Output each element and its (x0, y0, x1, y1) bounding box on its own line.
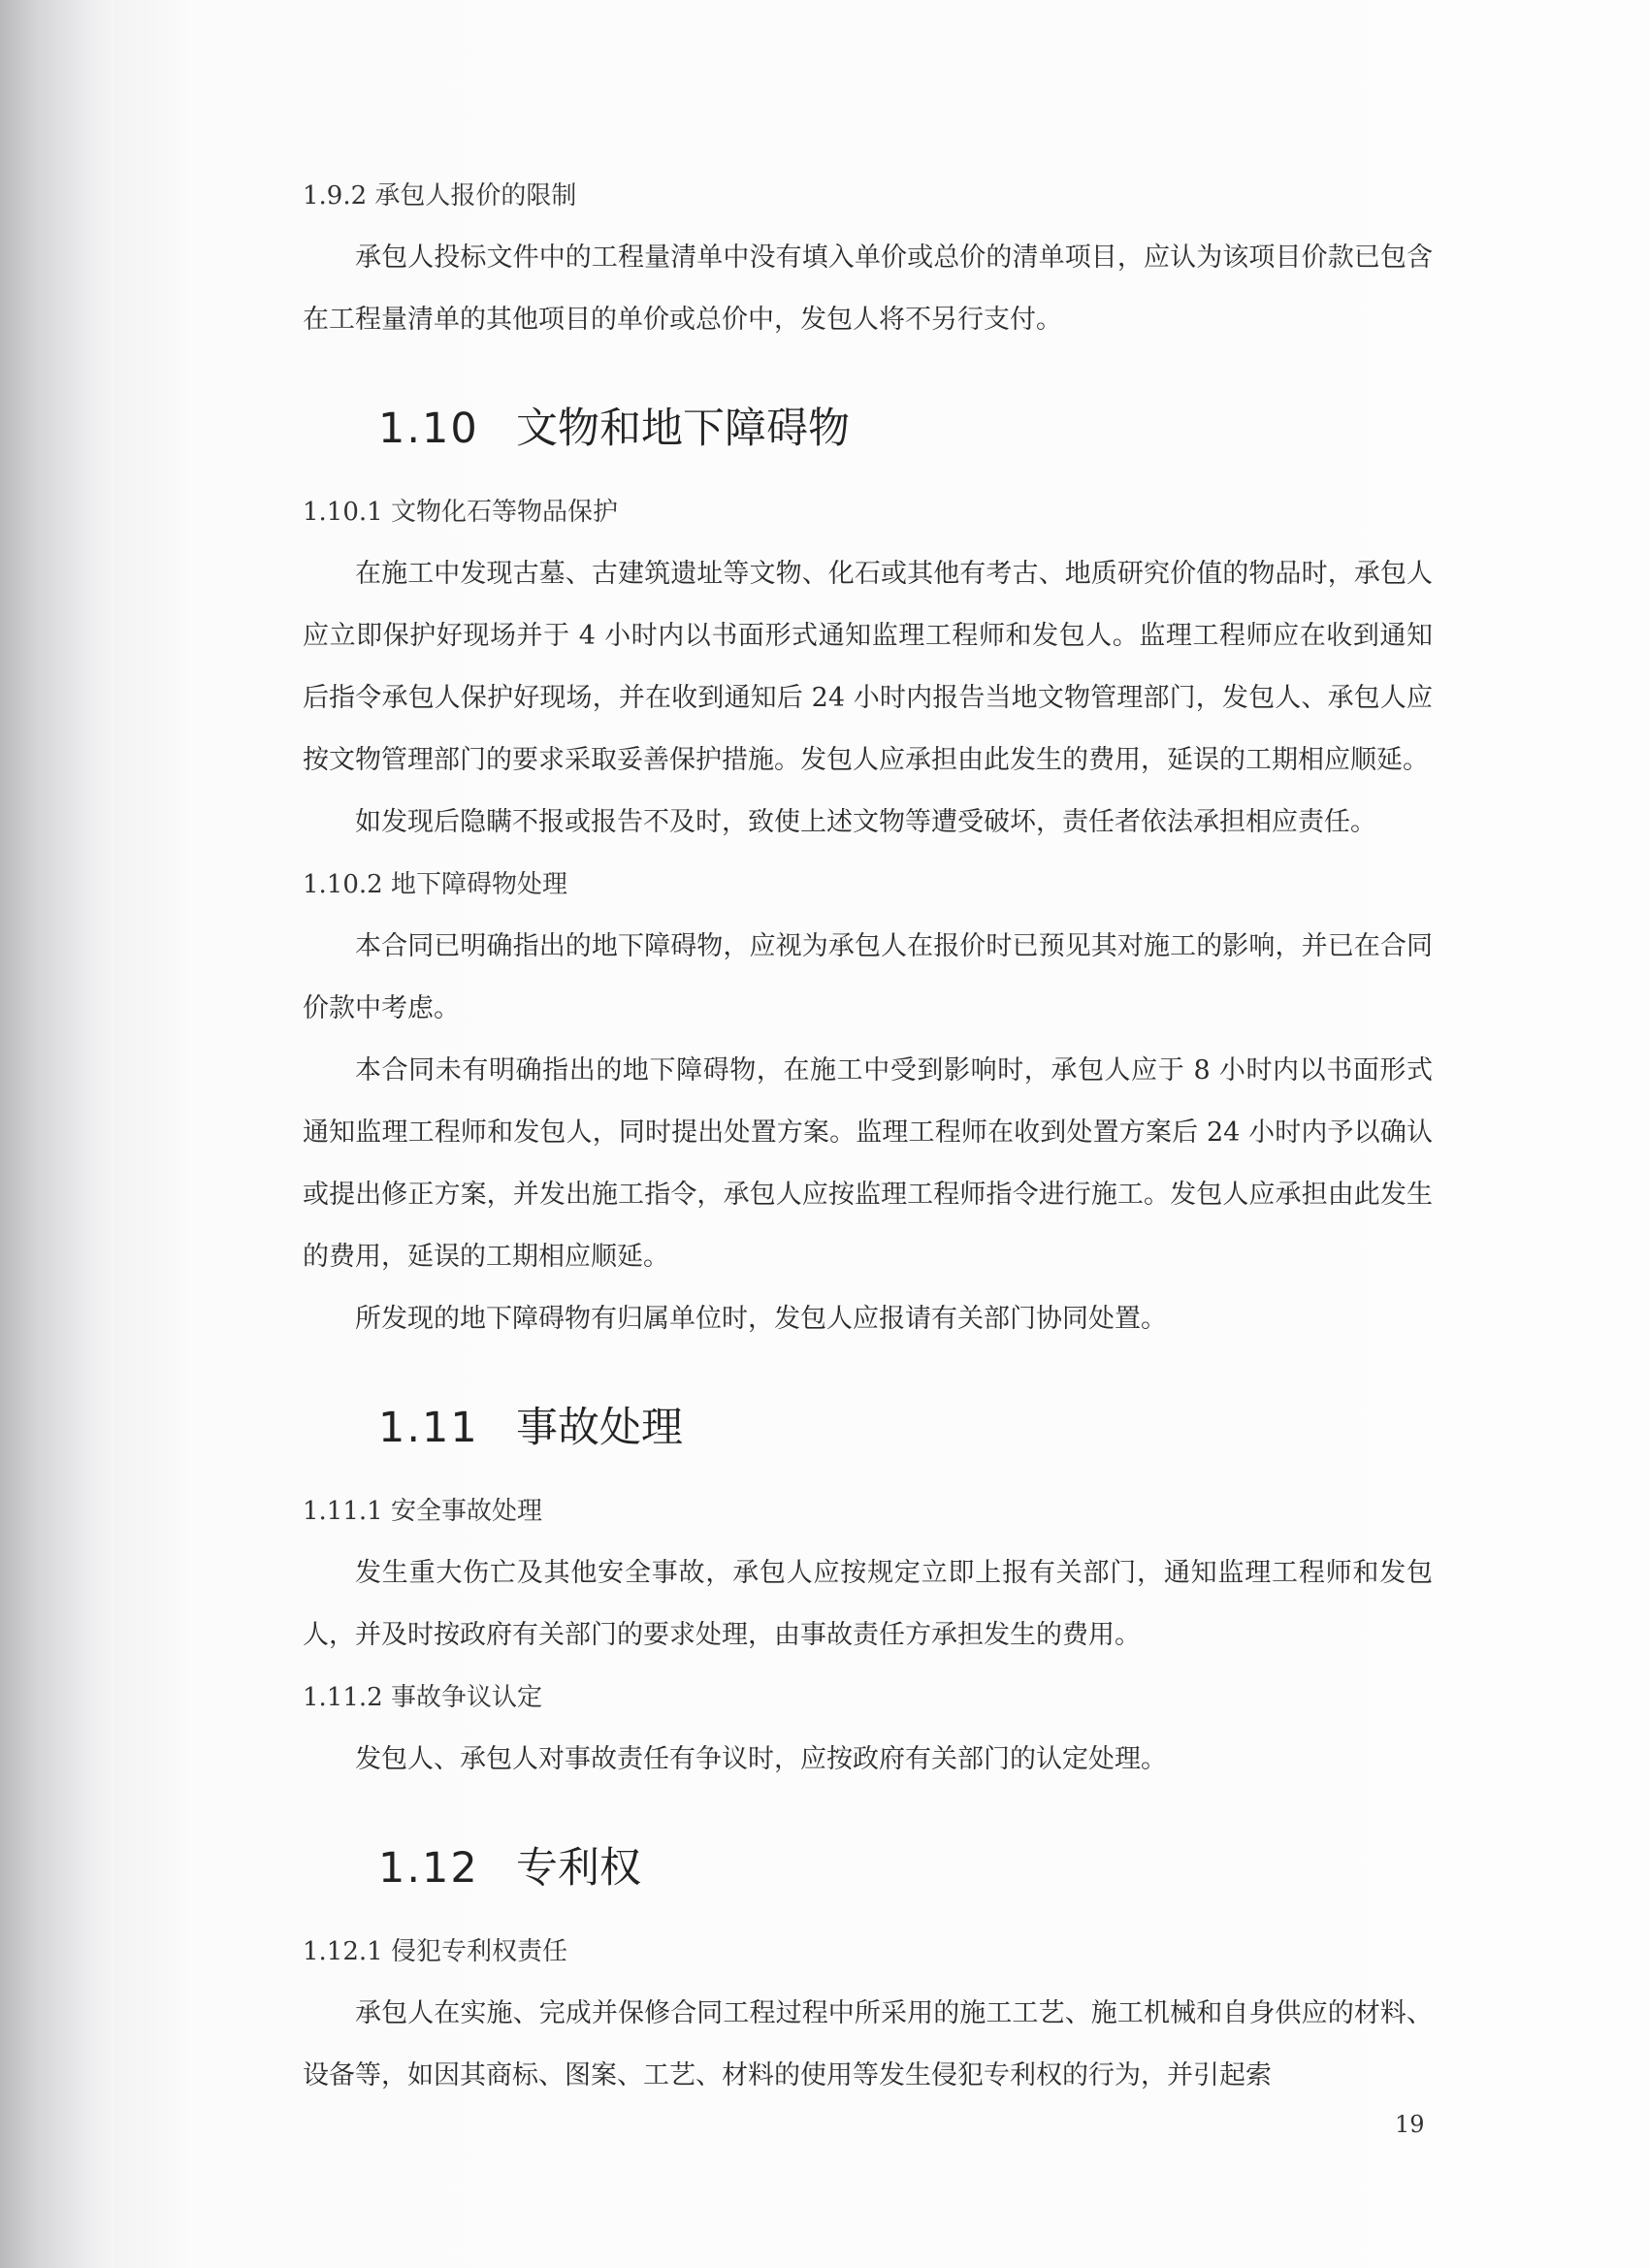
body-paragraph: 发生重大伤亡及其他安全事故，承包人应按规定立即上报有关部门，通知监理工程师和发包人，并及时按政府有关部门的要求处理，由事故责任方承担发生的费用。 (303, 1558, 1433, 1650)
section-heading (303, 384, 1433, 473)
subsection-heading: 1.10.2 地下障碍物处理 (303, 870, 567, 899)
section-title: 文物和地下障碍物 (516, 405, 850, 453)
section-number: 1.10 (378, 405, 479, 453)
page-content (303, 165, 1433, 2107)
section-heading (303, 1383, 1433, 1473)
body-paragraph: 本合同已明确指出的地下障碍物，应视为承包人在报价时已预见其对施工的影响，并已在合同价款中考虑。 (303, 931, 1433, 1023)
body-paragraph: 承包人在实施、完成并保修合同工程过程中所采用的施工工艺、施工机械和自身供应的材料、设备等，如因其商标、图案、工艺、材料的使用等发生侵犯专利权的行为，并引起索 (303, 1998, 1433, 2090)
body-paragraph: 发包人、承包人对事故责任有争议时，应按政府有关部门的认定处理。 (355, 1744, 1167, 1774)
section-number: 1.12 (378, 1844, 479, 1893)
body-paragraph: 承包人投标文件中的工程量清单中没有填入单价或总价的清单项目，应认为该项目价款已包含在工程量清单的其他项目的单价或总价中，发包人将不另行支付。 (303, 243, 1433, 335)
body-paragraph: 所发现的地下障碍物有归属单位时，发包人应报请有关部门协同处置。 (355, 1304, 1167, 1334)
section-heading (303, 1824, 1433, 1913)
body-paragraph: 在施工中发现古墓、古建筑遗址等文物、化石或其他有考古、地质研究价值的物品时，承包人应立即保护好现场并于 4 小时内以书面形式通知监理工程师和发包人。监理工程师应在收到通知后指令承包人保护好现场，并在收到通知后 24 小时内报告当地文物管理部门，发包人、承包人应按文物管理部门的要求采取妥善保护措施。发包人应承担由此发生的费用，延误的工期相应顺延。 (303, 559, 1433, 775)
section-number: 1.11 (378, 1404, 479, 1452)
subsection-heading: 1.9.2 承包人报价的限制 (303, 181, 577, 211)
page-number: 19 (1395, 2111, 1425, 2138)
subsection-heading: 1.10.1 文物化石等物品保护 (303, 498, 618, 527)
body-paragraph: 如发现后隐瞒不报或报告不及时，致使上述文物等遭受破坏，责任者依法承担相应责任。 (355, 807, 1376, 837)
body-paragraph: 本合同未有明确指出的地下障碍物，在施工中受到影响时，承包人应于 8 小时内以书面形式通知监理工程师和发包人，同时提出处置方案。监理工程师在收到处置方案后 24 小时内予以确认或提出修正方案，并发出施工指令，承包人应按监理工程师指令进行施工。发包人应承担由此发生的费用，延误的工期相应顺延。 (303, 1055, 1433, 1272)
subsection-heading: 1.12.1 侵犯专利权责任 (303, 1937, 567, 1966)
subsection-heading: 1.11.1 安全事故处理 (303, 1497, 542, 1526)
section-title: 事故处理 (516, 1404, 683, 1452)
subsection-heading: 1.11.2 事故争议认定 (303, 1683, 542, 1712)
scan-binding-edge (0, 0, 114, 2268)
section-title: 专利权 (516, 1844, 641, 1893)
